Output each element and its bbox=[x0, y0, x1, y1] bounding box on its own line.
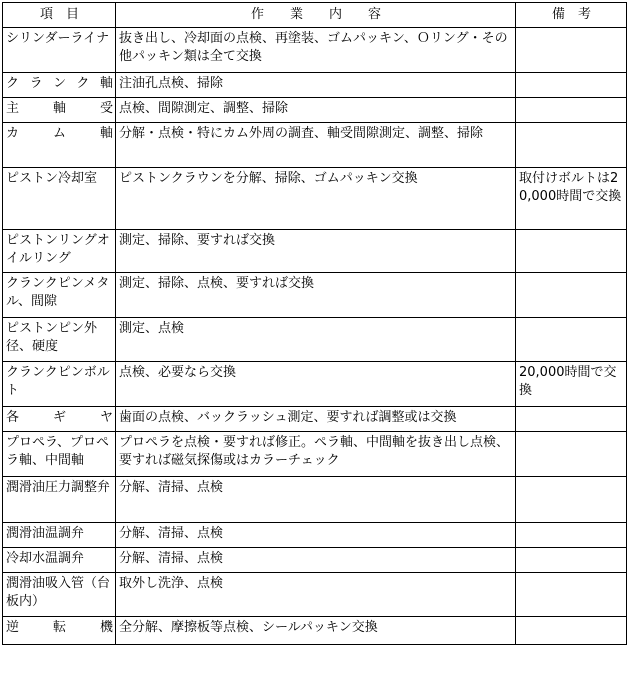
cell-work: 点検、必要なら交換 bbox=[116, 362, 516, 407]
cell-work: 分解、清掃、点検 bbox=[116, 477, 516, 523]
table-row bbox=[3, 73, 627, 98]
cell-remarks bbox=[516, 523, 627, 548]
table-row bbox=[3, 573, 627, 617]
cell-remarks bbox=[516, 548, 627, 573]
cell-remarks bbox=[516, 28, 627, 73]
table-row bbox=[3, 230, 627, 273]
cell-item: 潤滑油温調弁 bbox=[3, 523, 116, 548]
cell-remarks bbox=[516, 573, 627, 617]
header-row bbox=[3, 3, 627, 28]
cell-work: プロペラを点検・要すれば修正。ペラ軸、中間軸を抜き出し点検、要すれば磁気探傷或はカラーチェック bbox=[116, 432, 516, 477]
cell-item: ピストンリングオイルリング bbox=[3, 230, 116, 273]
header-work: 作 業 内 容 bbox=[116, 3, 516, 28]
table-row bbox=[3, 432, 627, 477]
cell-remarks bbox=[516, 123, 627, 168]
cell-item: 潤滑油圧力調整弁 bbox=[3, 477, 116, 523]
table-row bbox=[3, 168, 627, 230]
cell-item: 潤滑油吸入管（台板内） bbox=[3, 573, 116, 617]
cell-work: 抜き出し、冷却面の点検、再塗装、ゴムパッキン、Ｏリング・その他パッキン類は全て交換 bbox=[116, 28, 516, 73]
cell-remarks bbox=[516, 230, 627, 273]
cell-work: 測定、掃除、要すれば交換 bbox=[116, 230, 516, 273]
cell-item: クランク軸 bbox=[3, 73, 116, 98]
cell-work: 測定、点検 bbox=[116, 318, 516, 362]
cell-work: 分解、清掃、点検 bbox=[116, 523, 516, 548]
header-remarks: 備 考 bbox=[516, 3, 627, 28]
cell-work: 分解・点検・特にカム外周の調査、軸受間隙測定、調整、掃除 bbox=[116, 123, 516, 168]
cell-remarks bbox=[516, 617, 627, 645]
cell-item: 各ギヤ bbox=[3, 407, 116, 432]
cell-remarks bbox=[516, 273, 627, 318]
cell-remarks bbox=[516, 73, 627, 98]
table-row bbox=[3, 28, 627, 73]
table-row bbox=[3, 273, 627, 318]
cell-remarks bbox=[516, 318, 627, 362]
cell-work: 分解、清掃、点検 bbox=[116, 548, 516, 573]
cell-item: クランクピンメタル、間隙 bbox=[3, 273, 116, 318]
cell-item: 逆転機 bbox=[3, 617, 116, 645]
cell-remarks bbox=[516, 98, 627, 123]
cell-work: ピストンクラウンを分解、掃除、ゴムパッキン交換 bbox=[116, 168, 516, 230]
cell-remarks: 取付けボルトは20,000時間で交換 bbox=[516, 168, 627, 230]
maintenance-table bbox=[2, 2, 627, 645]
table-row bbox=[3, 98, 627, 123]
cell-work: 取外し洗浄、点検 bbox=[116, 573, 516, 617]
cell-remarks bbox=[516, 432, 627, 477]
table-row bbox=[3, 548, 627, 573]
cell-item: カム軸 bbox=[3, 123, 116, 168]
cell-work: 注油孔点検、掃除 bbox=[116, 73, 516, 98]
table-row bbox=[3, 407, 627, 432]
cell-remarks: 20,000時間で交換 bbox=[516, 362, 627, 407]
cell-remarks bbox=[516, 477, 627, 523]
cell-item: シリンダーライナ bbox=[3, 28, 116, 73]
cell-work: 全分解、摩擦板等点検、シールパッキン交換 bbox=[116, 617, 516, 645]
cell-item: 主軸受 bbox=[3, 98, 116, 123]
header-item: 項 目 bbox=[3, 3, 116, 28]
table-row bbox=[3, 617, 627, 645]
cell-item: プロペラ、プロペラ軸、中間軸 bbox=[3, 432, 116, 477]
table-row bbox=[3, 523, 627, 548]
cell-work: 測定、掃除、点検、要すれば交換 bbox=[116, 273, 516, 318]
cell-remarks bbox=[516, 407, 627, 432]
cell-item: 冷却水温調弁 bbox=[3, 548, 116, 573]
table-row bbox=[3, 318, 627, 362]
table-row bbox=[3, 123, 627, 168]
table-row bbox=[3, 477, 627, 523]
table-row bbox=[3, 362, 627, 407]
cell-item: ピストンピン外径、硬度 bbox=[3, 318, 116, 362]
table-body bbox=[3, 28, 627, 645]
cell-work: 歯面の点検、バックラッシュ測定、要すれば調整或は交換 bbox=[116, 407, 516, 432]
cell-item: ピストン冷却室 bbox=[3, 168, 116, 230]
cell-work: 点検、間隙測定、調整、掃除 bbox=[116, 98, 516, 123]
cell-item: クランクピンボルト bbox=[3, 362, 116, 407]
